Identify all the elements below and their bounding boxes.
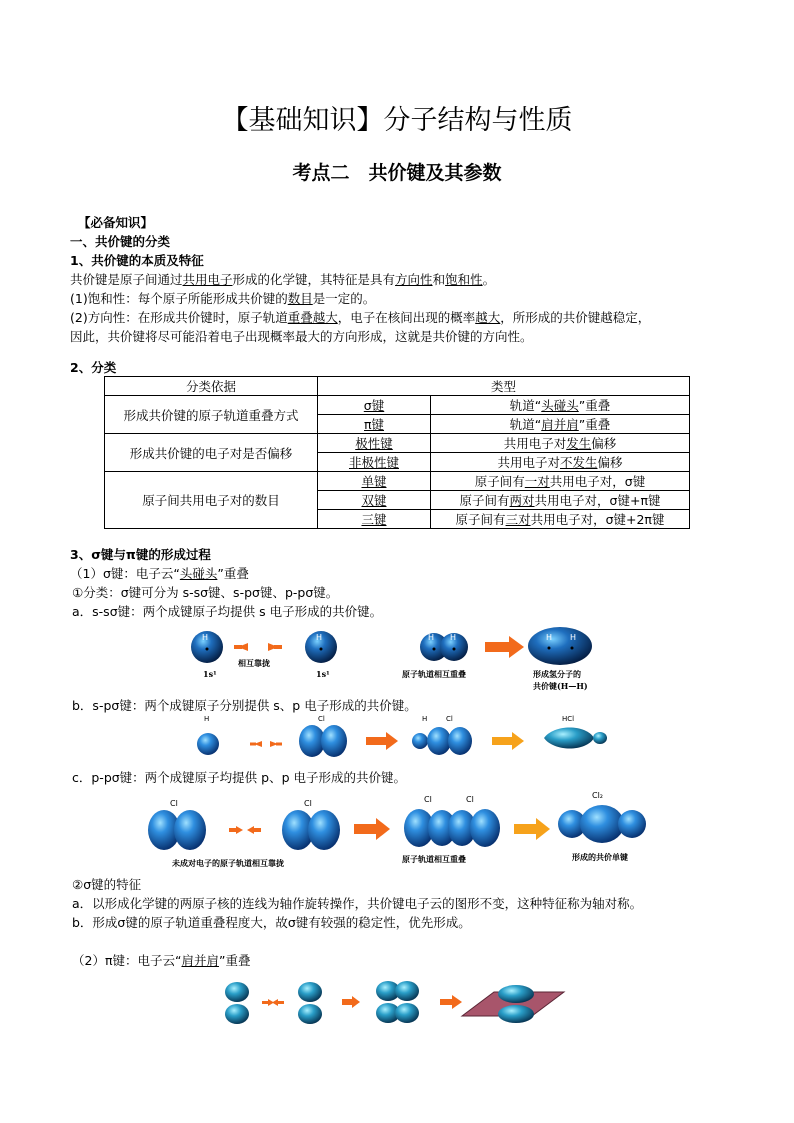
p-orbital-lobe bbox=[298, 982, 322, 1002]
sigma-feature-a: a．以形成化学键的两原子核的连线为轴作旋转操作，共价键电子云的图形不变，这种特征称为轴对称。 bbox=[72, 896, 643, 911]
svg-text:形成氢分子的: 形成氢分子的 bbox=[533, 669, 581, 679]
sp-sigma-line: b．s-pσ键：两个成键原子分别提供 s、p 电子形成的共价键。 bbox=[72, 698, 417, 713]
essentials-label: 【必备知识】 bbox=[78, 215, 154, 230]
table-row bbox=[105, 434, 690, 453]
h-atom-sphere bbox=[197, 733, 219, 755]
table-sigma-desc: 轨道“头碰头”重叠 bbox=[431, 396, 690, 415]
table-triple-desc: 原子间有三对共用电子对，σ键+2π键 bbox=[431, 510, 690, 529]
ss-sigma-line: a．s-sσ键：两个成键原子均提供 s 电子形成的共价键。 bbox=[72, 604, 383, 619]
pi-intro: （2）π键：电子云“肩并肩”重叠 bbox=[72, 953, 251, 968]
pp-sigma-line: c．p-pσ键：两个成键原子均提供 p、p 电子形成的共价键。 bbox=[72, 770, 406, 785]
pi-bond-lower-cloud bbox=[498, 1005, 534, 1023]
cl-p-orbital-lobe bbox=[308, 810, 340, 850]
saturation-line: (1)饱和性：每个原子所能形成共价键的数目是一定的。 bbox=[70, 291, 376, 306]
arrow-right-icon bbox=[512, 732, 524, 750]
svg-text:H: H bbox=[546, 633, 553, 642]
sigma-feature-b: b．形成σ键的原子轨道重叠程度大，故σ键有较强的稳定性，优先形成。 bbox=[72, 915, 471, 930]
table-sigma-name: σ键 bbox=[318, 396, 431, 415]
svg-text:Cl: Cl bbox=[424, 795, 432, 804]
h2-molecule-orbital bbox=[528, 627, 592, 665]
table-pi-name: π键 bbox=[318, 415, 431, 434]
svg-text:H: H bbox=[422, 715, 428, 723]
arrow-right-icon bbox=[352, 996, 360, 1008]
arrow-right-icon bbox=[536, 818, 550, 840]
page-subtitle: 考点二 共价键及其参数 bbox=[292, 162, 502, 184]
pp-sigma-figure bbox=[144, 786, 674, 870]
sigma-types: ①分类：σ键可分为 s-sσ键、s-pσ键、p-pσ键。 bbox=[72, 585, 339, 600]
table-double-name: 双键 bbox=[318, 491, 431, 510]
svg-text:相互靠拢: 相互靠拢 bbox=[238, 658, 270, 668]
subheading-essence: 1、共价键的本质及特征 bbox=[70, 253, 204, 268]
svg-text:H: H bbox=[570, 633, 577, 642]
svg-text:H: H bbox=[204, 715, 210, 723]
table-row bbox=[105, 472, 690, 491]
arrow-left-icon bbox=[272, 999, 278, 1006]
p-orbital-lobe bbox=[225, 1004, 249, 1024]
table-basis-count: 原子间共用电子对的数目 bbox=[105, 472, 318, 529]
subheading-classification: 2、分类 bbox=[70, 360, 117, 375]
table-triple-name: 三键 bbox=[318, 510, 431, 529]
cl2-molecule-orbital bbox=[580, 805, 624, 843]
svg-text:形成的共价单键: 形成的共价单键 bbox=[572, 852, 628, 862]
p-orbital-lobe bbox=[225, 982, 249, 1002]
direction-line-1: (2)方向性：在形成共价键时，原子轨道重叠越大，电子在核间出现的概率越大，所形成的共价键越稳定， bbox=[70, 310, 651, 325]
svg-text:共价键(H—H): 共价键(H—H) bbox=[533, 681, 588, 691]
table-row bbox=[105, 396, 690, 415]
arrow-right-icon bbox=[236, 826, 243, 834]
cl-p-orbital-lobe bbox=[174, 810, 206, 850]
ss-sigma-figure bbox=[190, 622, 610, 696]
svg-text:HCl: HCl bbox=[562, 715, 575, 723]
table-double-desc: 原子间有两对共用电子对，σ键+π键 bbox=[431, 491, 690, 510]
svg-text:原子轨道相互重叠: 原子轨道相互重叠 bbox=[402, 854, 466, 864]
table-nonpolar-desc: 共用电子对不发生偏移 bbox=[431, 453, 690, 472]
hcl-molecule-orbital bbox=[544, 728, 594, 749]
svg-text:Cl: Cl bbox=[304, 799, 312, 808]
svg-text:H: H bbox=[428, 633, 435, 642]
table-single-desc: 原子间有一对共用电子对，σ键 bbox=[431, 472, 690, 491]
table-single-name: 单键 bbox=[318, 472, 431, 491]
table-pi-desc: 轨道“肩并肩”重叠 bbox=[431, 415, 690, 434]
p-orbital-lobe bbox=[298, 1004, 322, 1024]
arrow-right-icon bbox=[452, 995, 462, 1009]
arrow-right-icon bbox=[376, 818, 390, 840]
classification-table bbox=[104, 376, 690, 529]
sigma-feature-heading: ②σ键的特征 bbox=[72, 877, 142, 892]
essence-line: 共价键是原子间通过共用电子形成的化学键，其特征是具有方向性和饱和性。 bbox=[70, 272, 496, 287]
table-header-basis: 分类依据 bbox=[105, 377, 318, 396]
svg-text:Cl: Cl bbox=[170, 799, 178, 808]
svg-text:Cl₂: Cl₂ bbox=[592, 791, 604, 800]
arrow-right-icon bbox=[509, 636, 524, 658]
sigma-intro: （1）σ键：电子云“头碰头”重叠 bbox=[70, 566, 249, 581]
sp-sigma-figure bbox=[194, 712, 614, 762]
svg-text:H: H bbox=[316, 633, 323, 642]
direction-line-2: 因此，共价键将尽可能沿着电子出现概率最大的方向形成，这就是共价键的方向性。 bbox=[70, 329, 533, 344]
table-nonpolar-name: 非极性键 bbox=[318, 453, 431, 472]
svg-text:Cl: Cl bbox=[446, 715, 453, 723]
subheading-formation: 3、σ键与π键的形成过程 bbox=[70, 547, 211, 562]
svg-text:1s¹: 1s¹ bbox=[316, 669, 330, 679]
table-header-type: 类型 bbox=[318, 377, 690, 396]
pi-bond-upper-cloud bbox=[498, 985, 534, 1003]
pi-bond-figure bbox=[218, 978, 578, 1028]
svg-text:1s¹: 1s¹ bbox=[203, 669, 217, 679]
section-heading-classification: 一、共价键的分类 bbox=[70, 234, 171, 249]
svg-text:H: H bbox=[450, 633, 457, 642]
svg-text:H: H bbox=[202, 633, 209, 642]
svg-text:原子轨道相互重叠: 原子轨道相互重叠 bbox=[402, 669, 466, 679]
arrow-left-icon bbox=[247, 826, 254, 834]
svg-text:Cl: Cl bbox=[318, 715, 325, 723]
table-row bbox=[105, 377, 690, 396]
svg-text:Cl: Cl bbox=[466, 795, 474, 804]
arrow-right-icon bbox=[386, 732, 398, 750]
table-polar-desc: 共用电子对发生偏移 bbox=[431, 434, 690, 453]
table-basis-overlap: 形成共价键的原子轨道重叠方式 bbox=[105, 396, 318, 434]
table-basis-polarity: 形成共价键的电子对是否偏移 bbox=[105, 434, 318, 472]
svg-text:未成对电子的原子轨道相互靠拢: 未成对电子的原子轨道相互靠拢 bbox=[172, 858, 284, 868]
cl-p-orbital-lobe bbox=[321, 725, 347, 757]
table-polar-name: 极性键 bbox=[318, 434, 431, 453]
page-title: 【基础知识】分子结构与性质 bbox=[221, 105, 573, 136]
